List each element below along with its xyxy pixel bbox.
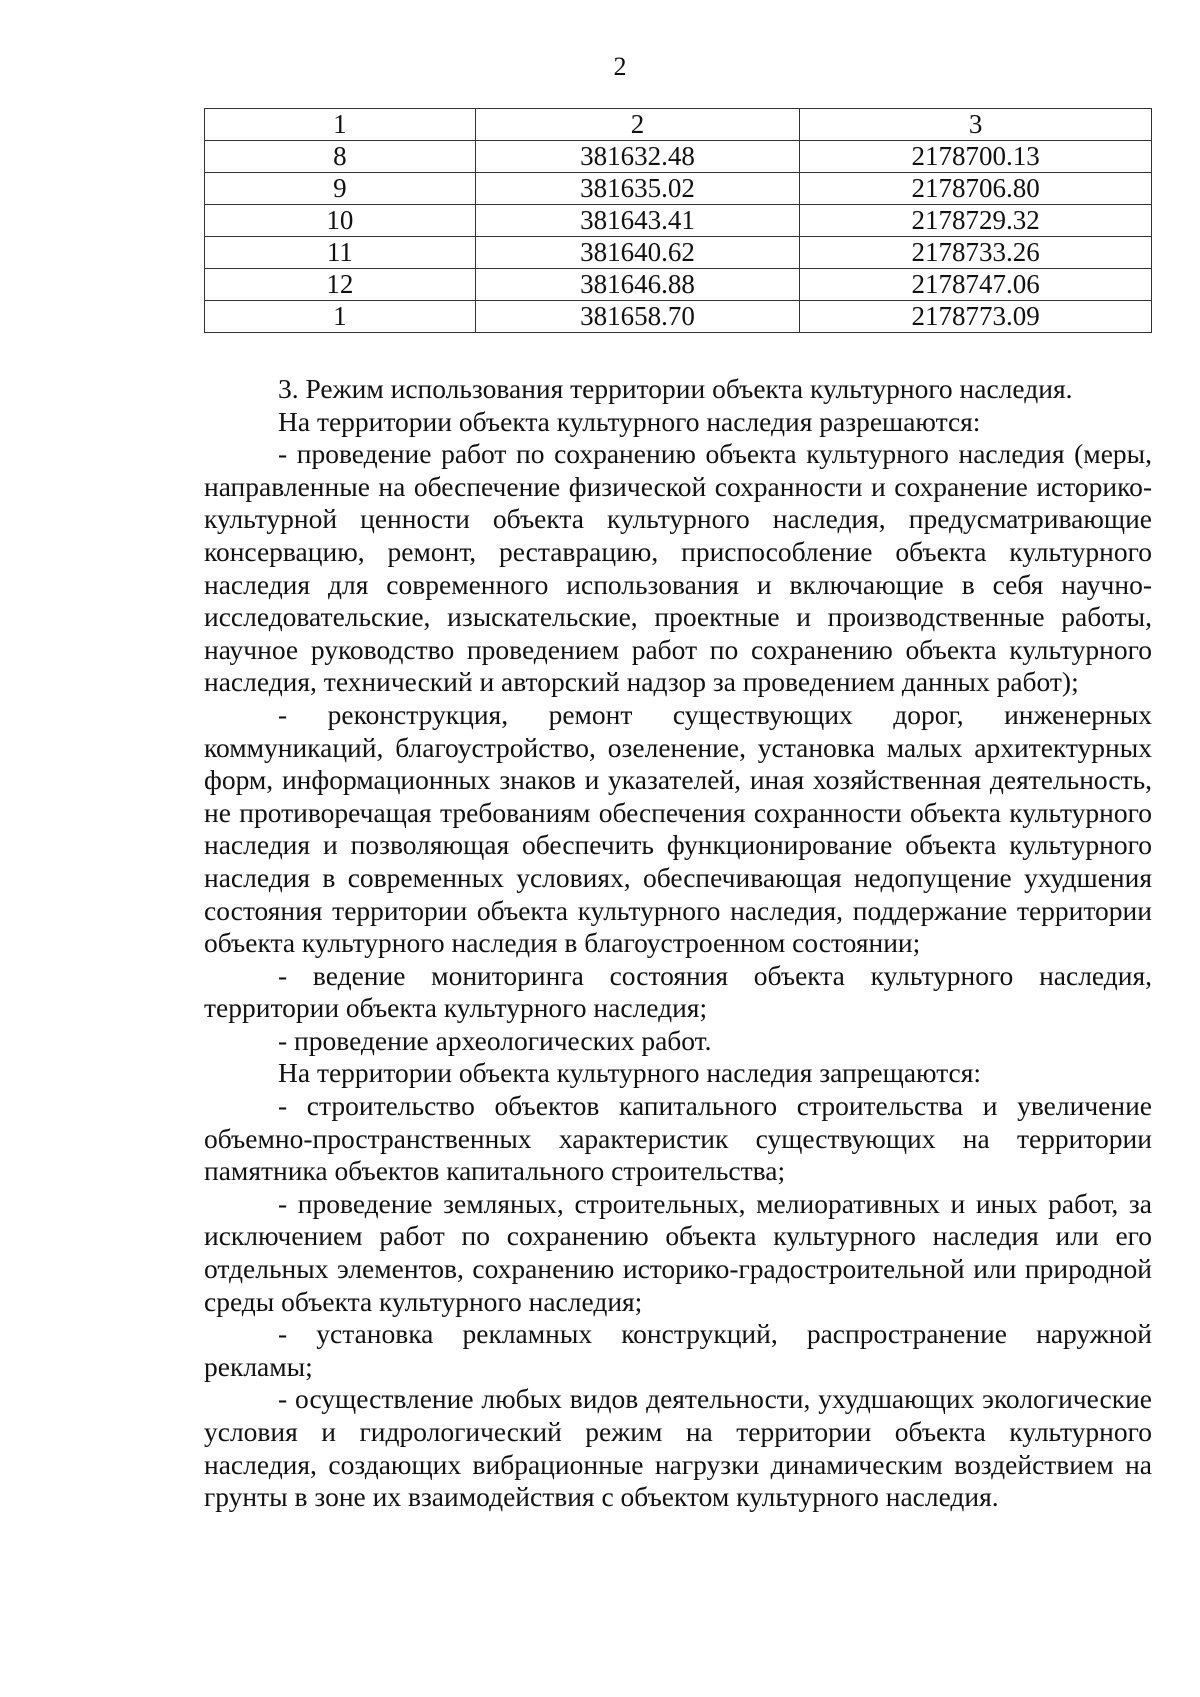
y-coordinate-cell: 2178773.09 xyxy=(800,301,1152,333)
page-number: 2 xyxy=(613,52,627,81)
table-header-cell: 1 xyxy=(205,109,476,141)
allowed-item: - проведение работ по сохранению объекта культурного наследия (меры, направленные на обеспечение физической сохранности и сохранение историко-культурной ценности объекта культурного наследия, предусматривающие консервацию, ремонт, реставрацию, приспособление объекта культурного наследия для современного использования и включающие в себя научно-исследовательские, изыскательские, проектные и производственные работы, научное руководство проведением работ по сохранению объекта культурного наследия, технический и авторский надзор за проведением данных работ); xyxy=(204,438,1152,698)
table-row xyxy=(205,237,1152,269)
table-row xyxy=(205,205,1152,237)
table-row xyxy=(205,301,1152,333)
prohibited-item: - установка рекламных конструкций, распространение наружной рекламы; xyxy=(204,1318,1152,1382)
point-number-cell: 8 xyxy=(205,141,476,173)
x-coordinate-cell: 381646.88 xyxy=(475,269,800,301)
prohibited-item: - осуществление любых видов деятельности, ухудшающих экологические условия и гидрологический режим на территории объекта культурного наследия, создающих вибрационные нагрузки динамическим воздействием на грунты в зоне их взаимодействия с объектом культурного наследия. xyxy=(204,1383,1152,1513)
x-coordinate-cell: 381640.62 xyxy=(475,237,800,269)
allowed-intro: На территории объекта культурного наследия разрешаются: xyxy=(278,405,981,437)
allowed-item: - реконструкция, ремонт существующих дорог, инженерных коммуникаций, благоустройство, озеленение, установка малых архитектурных форм, информационных знаков и указателей, иная хозяйственная деятельность, не противоречащая требованиям обеспечения сохранности объекта культурного наследия и позволяющая обеспечить функционирование объекта культурного наследия в современных условиях, обеспечивающая недопущение ухудшения состояния территории объекта культурного наследия, поддержание территории объекта культурного наследия в благоустроенном состоянии; xyxy=(204,698,1152,959)
prohibited-intro: На территории объекта культурного наследия запрещаются: xyxy=(278,1057,982,1089)
allowed-item: - ведение мониторинга состояния объекта культурного наследия, территории объекта культурного наследия; xyxy=(204,959,1152,1024)
point-number-cell: 11 xyxy=(205,237,476,269)
table-row xyxy=(205,173,1152,205)
table-row xyxy=(205,269,1152,301)
x-coordinate-cell: 381658.70 xyxy=(475,301,800,333)
section-heading: 3. Режим использования территории объекта культурного наследия. xyxy=(278,373,1073,404)
x-coordinate-cell: 381643.41 xyxy=(475,205,800,237)
prohibited-item: - проведение земляных, строительных, мелиоративных и иных работ, за исключением работ по сохранению объекта культурного наследия или его отдельных элементов, сохранению историко-градостроительной или природной среды объекта культурного наследия; xyxy=(204,1187,1152,1317)
section-body xyxy=(204,373,1152,1514)
point-number-cell: 10 xyxy=(205,205,476,237)
y-coordinate-cell: 2178747.06 xyxy=(800,269,1152,301)
x-coordinate-cell: 381635.02 xyxy=(475,173,800,205)
y-coordinate-cell: 2178729.32 xyxy=(800,205,1152,237)
x-coordinate-cell: 381632.48 xyxy=(475,141,800,173)
table-header-cell: 2 xyxy=(475,109,800,141)
table-row xyxy=(205,141,1152,173)
prohibited-item: - строительство объектов капитального строительства и увеличение объемно-пространственных характеристик существующих на территории памятника объектов капитального строительства; xyxy=(204,1090,1152,1187)
point-number-cell: 9 xyxy=(205,173,476,205)
coordinates-table xyxy=(204,108,1152,333)
y-coordinate-cell: 2178700.13 xyxy=(800,141,1152,173)
table-header-row xyxy=(205,109,1152,141)
point-number-cell: 1 xyxy=(205,301,476,333)
point-number-cell: 12 xyxy=(205,269,476,301)
allowed-item: - проведение археологических работ. xyxy=(278,1024,712,1056)
table-header-cell: 3 xyxy=(800,109,1152,141)
y-coordinate-cell: 2178706.80 xyxy=(800,173,1152,205)
y-coordinate-cell: 2178733.26 xyxy=(800,237,1152,269)
